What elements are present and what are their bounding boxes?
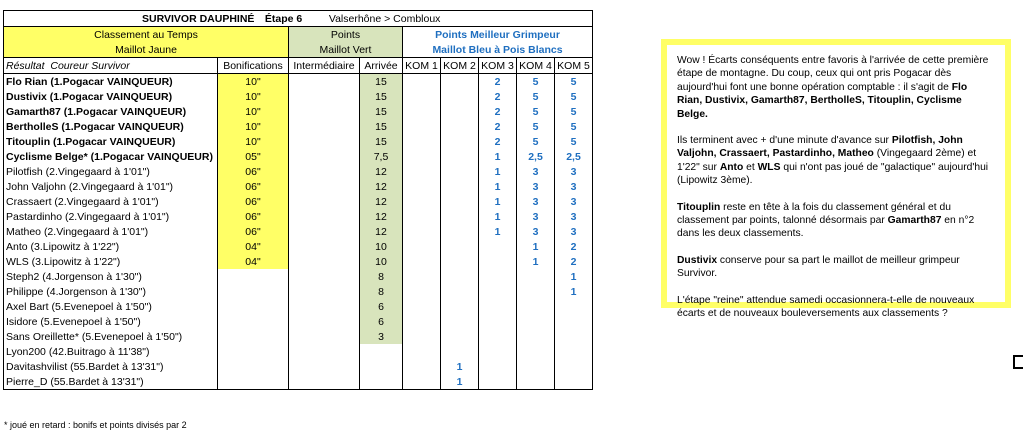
header-kom1: KOM 1 (403, 58, 441, 74)
kom5-cell: 2 (555, 239, 593, 254)
kom3-cell (479, 239, 517, 254)
kom4-cell (517, 359, 555, 374)
kom3-cell: 2 (479, 119, 517, 134)
table-row (4, 149, 593, 164)
table-row (4, 239, 593, 254)
rider-name-cell: Cyclisme Belge* (1.Pogacar VAINQUEUR) (4, 149, 218, 164)
rider-name-cell: Anto (3.Lipowitz à 1'22") (4, 239, 218, 254)
comment-names: Dustivix (677, 254, 718, 266)
comment-text: qui n'ont pas joué de "galactique" aujourd'hui (Lipowitz 3ème). (677, 161, 989, 187)
comment-paragraph-1 (677, 54, 995, 121)
table-row (4, 209, 593, 224)
finish-points-cell: 8 (360, 284, 403, 299)
intermediate-cell (289, 239, 360, 254)
bonus-cell (218, 299, 289, 314)
kom1-cell (403, 329, 441, 344)
kom4-cell: 5 (517, 89, 555, 104)
kom4-cell: 5 (517, 134, 555, 149)
rider-name-cell: Gamarth87 (1.Pogacar VAINQUEUR) (4, 104, 218, 119)
kom4-cell: 3 (517, 209, 555, 224)
rider-name-cell: WLS (3.Lipowitz à 1'22") (4, 254, 218, 269)
bonus-cell (218, 269, 289, 284)
intermediate-cell (289, 89, 360, 104)
finish-points-cell: 12 (360, 164, 403, 179)
kom2-cell: 1 (441, 374, 479, 390)
kom3-cell: 1 (479, 149, 517, 164)
stage-label: Étape 6 (264, 12, 303, 25)
rider-name-cell: Steph2 (4.Jorgenson à 1'30") (4, 269, 218, 284)
header-kom5: KOM 5 (555, 58, 593, 74)
table-row (4, 374, 593, 390)
intermediate-cell (289, 374, 360, 390)
kom3-cell (479, 299, 517, 314)
bonus-cell: 10" (218, 104, 289, 119)
finish-points-cell (360, 374, 403, 390)
kom2-cell (441, 284, 479, 299)
header-kom3: KOM 3 (479, 58, 517, 74)
finish-points-cell: 15 (360, 134, 403, 149)
footnote: * joué en retard : bonifs et points divisés par 2 (4, 420, 187, 430)
kom3-cell: 2 (479, 74, 517, 90)
table-row (4, 134, 593, 149)
table-row (4, 104, 593, 119)
kom4-cell (517, 284, 555, 299)
bonus-cell: 06" (218, 209, 289, 224)
kom5-cell (555, 314, 593, 329)
finish-points-cell: 10 (360, 239, 403, 254)
comment-box (661, 39, 1011, 320)
comment-text: et (743, 161, 758, 173)
intermediate-cell (289, 269, 360, 284)
finish-points-cell: 12 (360, 209, 403, 224)
kom4-cell (517, 344, 555, 359)
kom3-cell: 1 (479, 224, 517, 239)
kom5-cell: 2,5 (555, 149, 593, 164)
kom3-cell: 2 (479, 104, 517, 119)
intermediate-cell (289, 329, 360, 344)
table-row (4, 224, 593, 239)
comment-paragraph-3 (677, 201, 995, 241)
intermediate-cell (289, 209, 360, 224)
bonus-cell: 04" (218, 239, 289, 254)
kom5-cell (555, 359, 593, 374)
kom5-cell: 5 (555, 89, 593, 104)
intermediate-cell (289, 224, 360, 239)
rider-name-cell: Pierre_D (55.Bardet à 13'31") (4, 374, 218, 390)
table-row (4, 299, 593, 314)
kom2-cell (441, 164, 479, 179)
rider-name-cell: Dustivix (1.Pogacar VAINQUEUR) (4, 89, 218, 104)
rider-name-cell: Pilotfish (2.Vingegaard à 1'01") (4, 164, 218, 179)
kom1-cell (403, 284, 441, 299)
kom1-cell (403, 314, 441, 329)
comment-names: Anto (719, 161, 744, 173)
intermediate-cell (289, 179, 360, 194)
bonus-cell: 05" (218, 149, 289, 164)
intermediate-cell (289, 119, 360, 134)
kom3-cell: 1 (479, 164, 517, 179)
kom2-cell (441, 89, 479, 104)
kom2-cell (441, 134, 479, 149)
comment-paragraph-2 (677, 134, 995, 188)
kom2-cell: 1 (441, 359, 479, 374)
intermediate-cell (289, 254, 360, 269)
kom4-cell: 3 (517, 224, 555, 239)
comment-paragraph-4 (677, 254, 995, 281)
finish-points-cell: 15 (360, 89, 403, 104)
header-intermediate: Intermédiaire (289, 58, 360, 74)
kom2-cell (441, 344, 479, 359)
intermediate-cell (289, 149, 360, 164)
kom1-cell (403, 164, 441, 179)
bonus-cell: 10" (218, 74, 289, 90)
intermediate-cell (289, 194, 360, 209)
kom1-cell (403, 239, 441, 254)
bonus-cell: 10" (218, 119, 289, 134)
kom1-cell (403, 209, 441, 224)
kom1-cell (403, 89, 441, 104)
kom3-cell: 1 (479, 209, 517, 224)
kom2-cell (441, 239, 479, 254)
finish-points-cell: 12 (360, 224, 403, 239)
kom3-cell (479, 269, 517, 284)
kom5-cell (555, 374, 593, 390)
intermediate-cell (289, 314, 360, 329)
kom2-cell (441, 119, 479, 134)
comment-names: Flo Rian, Dustivix, Gamarth87, BertholleS, Titouplin, Cyclisme Belge. (677, 81, 968, 120)
kom1-cell (403, 104, 441, 119)
header-result-label: Résultat (6, 59, 45, 72)
table-row (4, 74, 593, 90)
rider-name-cell: Isidore (5.Evenepoel à 1'50") (4, 314, 218, 329)
kom4-cell (517, 374, 555, 390)
comment-text: conserve pour sa part le maillot de meilleur grimpeur Survivor. (677, 254, 960, 280)
bonus-cell: 06" (218, 179, 289, 194)
kom1-cell (403, 299, 441, 314)
kom1-cell (403, 119, 441, 134)
bonus-cell (218, 374, 289, 390)
intermediate-cell (289, 344, 360, 359)
kom4-cell (517, 314, 555, 329)
rider-name-cell: John Valjohn (2.Vingegaard à 1'01") (4, 179, 218, 194)
kom2-cell (441, 224, 479, 239)
group-time-line2: Maillot Jaune (4, 42, 289, 58)
kom1-cell (403, 224, 441, 239)
intermediate-cell (289, 134, 360, 149)
kom2-cell (441, 299, 479, 314)
kom5-cell: 3 (555, 164, 593, 179)
kom3-cell (479, 314, 517, 329)
kom4-cell: 2,5 (517, 149, 555, 164)
bonus-cell: 10" (218, 134, 289, 149)
kom5-cell (555, 344, 593, 359)
group-climber-line2: Maillot Bleu à Pois Blancs (403, 42, 593, 58)
group-points-line1: Points (289, 27, 403, 43)
kom2-cell (441, 314, 479, 329)
kom2-cell (441, 149, 479, 164)
bonus-cell (218, 284, 289, 299)
finish-points-cell: 15 (360, 104, 403, 119)
rider-name-cell: Davitashvilist (55.Bardet à 13'31") (4, 359, 218, 374)
header-finish: Arrivée (360, 58, 403, 74)
kom5-cell: 3 (555, 209, 593, 224)
table-row (4, 254, 593, 269)
sheet-title (4, 11, 593, 27)
comment-text: Ils terminent avec + d'une minute d'avance sur (677, 135, 892, 147)
kom4-cell: 3 (517, 179, 555, 194)
rider-name-cell: BertholleS (1.Pogacar VAINQUEUR) (4, 119, 218, 134)
results-sheet (3, 10, 593, 390)
header-bonus: Bonifications (218, 58, 289, 74)
rider-name-cell: Lyon200 (42.Buitrago à 11'38") (4, 344, 218, 359)
kom4-cell: 5 (517, 119, 555, 134)
table-row (4, 119, 593, 134)
rider-name-cell: Crassaert (2.Vingegaard à 1'01") (4, 194, 218, 209)
kom3-cell: 2 (479, 89, 517, 104)
comment-text: L'étape "reine" attendue samedi occasionnera-t-elle de nouveaux écarts et de nouveaux bouleversements aux classements ? (677, 294, 975, 320)
comment-paragraph-5 (677, 294, 995, 321)
table-row (4, 314, 593, 329)
kom4-cell (517, 299, 555, 314)
route-label: Valserhône > Combloux (328, 12, 441, 25)
kom3-cell (479, 344, 517, 359)
kom5-cell: 3 (555, 224, 593, 239)
kom4-cell: 1 (517, 254, 555, 269)
kom2-cell (441, 179, 479, 194)
rider-name-cell: Philippe (4.Jorgenson à 1'30") (4, 284, 218, 299)
kom3-cell (479, 329, 517, 344)
rider-name-cell: Matheo (2.Vingegaard à 1'01") (4, 224, 218, 239)
bonus-cell: 06" (218, 224, 289, 239)
table-row (4, 179, 593, 194)
table-row (4, 194, 593, 209)
group-points-line2: Maillot Vert (289, 42, 403, 58)
bonus-cell: 04" (218, 254, 289, 269)
kom3-cell: 1 (479, 194, 517, 209)
kom4-cell: 1 (517, 239, 555, 254)
finish-points-cell (360, 359, 403, 374)
header-kom2: KOM 2 (441, 58, 479, 74)
group-time-line1: Classement au Temps (4, 27, 289, 43)
table-row (4, 359, 593, 374)
kom5-cell: 3 (555, 179, 593, 194)
intermediate-cell (289, 104, 360, 119)
kom2-cell (441, 104, 479, 119)
bonus-cell: 06" (218, 164, 289, 179)
table-row (4, 89, 593, 104)
kom1-cell (403, 359, 441, 374)
table-row (4, 269, 593, 284)
kom1-cell (403, 179, 441, 194)
kom1-cell (403, 269, 441, 284)
rider-name-cell: Flo Rian (1.Pogacar VAINQUEUR) (4, 74, 218, 90)
kom3-cell (479, 284, 517, 299)
header-survivor-label: Coureur Survivor (50, 59, 130, 72)
finish-points-cell: 3 (360, 329, 403, 344)
bonus-cell (218, 359, 289, 374)
finish-points-cell (360, 344, 403, 359)
kom2-cell (441, 209, 479, 224)
kom1-cell (403, 134, 441, 149)
intermediate-cell (289, 164, 360, 179)
finish-points-cell: 15 (360, 119, 403, 134)
rider-name-cell: Sans Oreillette* (5.Evenepoel à 1'50") (4, 329, 218, 344)
kom3-cell (479, 374, 517, 390)
comment-names: Gamarth87 (887, 215, 942, 227)
kom2-cell (441, 329, 479, 344)
kom5-cell: 5 (555, 119, 593, 134)
finish-points-cell: 10 (360, 254, 403, 269)
kom1-cell (403, 74, 441, 90)
kom1-cell (403, 254, 441, 269)
kom4-cell: 3 (517, 194, 555, 209)
kom3-cell (479, 254, 517, 269)
table-row (4, 284, 593, 299)
kom5-cell: 5 (555, 104, 593, 119)
bonus-cell: 10" (218, 89, 289, 104)
table-row (4, 164, 593, 179)
kom3-cell: 2 (479, 134, 517, 149)
kom5-cell: 5 (555, 134, 593, 149)
comment-names: Pilotfish, John Valjohn, Crassaert, Pastardinho, Matheo (677, 135, 963, 160)
header-result (4, 58, 218, 74)
header-kom4: KOM 4 (517, 58, 555, 74)
finish-points-cell: 7,5 (360, 149, 403, 164)
comment-names: WLS (757, 161, 781, 173)
resize-handle[interactable] (1013, 355, 1023, 369)
kom2-cell (441, 74, 479, 90)
bonus-cell (218, 314, 289, 329)
kom5-cell: 2 (555, 254, 593, 269)
bonus-cell: 06" (218, 194, 289, 209)
finish-points-cell: 12 (360, 194, 403, 209)
kom5-cell (555, 329, 593, 344)
bonus-cell (218, 344, 289, 359)
kom2-cell (441, 254, 479, 269)
results-body (4, 74, 593, 390)
kom5-cell: 3 (555, 194, 593, 209)
group-climber-line1: Points Meilleur Grimpeur (403, 27, 593, 43)
rider-name-cell: Axel Bart (5.Evenepoel à 1'50") (4, 299, 218, 314)
table-row (4, 344, 593, 359)
finish-points-cell: 6 (360, 314, 403, 329)
bonus-cell (218, 329, 289, 344)
kom1-cell (403, 374, 441, 390)
comment-text: (Vingegaard 2ème) et 1'22" sur (677, 148, 977, 173)
finish-points-cell: 6 (360, 299, 403, 314)
finish-points-cell: 12 (360, 179, 403, 194)
kom5-cell: 1 (555, 284, 593, 299)
kom4-cell: 5 (517, 104, 555, 119)
intermediate-cell (289, 359, 360, 374)
finish-points-cell: 8 (360, 269, 403, 284)
finish-points-cell: 15 (360, 74, 403, 90)
kom4-cell (517, 329, 555, 344)
kom1-cell (403, 149, 441, 164)
kom2-cell (441, 269, 479, 284)
comment-text: reste en tête à la fois du classement général et du classement par points, talonné désormais par (677, 201, 951, 227)
intermediate-cell (289, 74, 360, 90)
rider-name-cell: Titouplin (1.Pogacar VAINQUEUR) (4, 134, 218, 149)
intermediate-cell (289, 284, 360, 299)
comment-names: Titouplin (677, 201, 721, 213)
kom5-cell: 1 (555, 269, 593, 284)
kom5-cell (555, 299, 593, 314)
kom2-cell (441, 194, 479, 209)
kom4-cell (517, 269, 555, 284)
comment-text: en n°2 dans les deux classements. (677, 215, 975, 240)
rider-name-cell: Pastardinho (2.Vingegaard à 1'01") (4, 209, 218, 224)
kom5-cell: 5 (555, 74, 593, 90)
kom3-cell: 1 (479, 179, 517, 194)
kom4-cell: 5 (517, 74, 555, 90)
comment-text: Wow ! Écarts conséquents entre favoris à l'arrivée de cette première étape de montagne. Du coup, ceux qui ont pris Pogacar dès aujourd'hui font une bonne opération comptable : il s'agit de (677, 55, 989, 93)
kom3-cell (479, 359, 517, 374)
kom1-cell (403, 344, 441, 359)
kom1-cell (403, 194, 441, 209)
table-row (4, 329, 593, 344)
intermediate-cell (289, 299, 360, 314)
event-title: SURVIVOR DAUPHINÉ (142, 12, 255, 25)
kom4-cell: 3 (517, 164, 555, 179)
